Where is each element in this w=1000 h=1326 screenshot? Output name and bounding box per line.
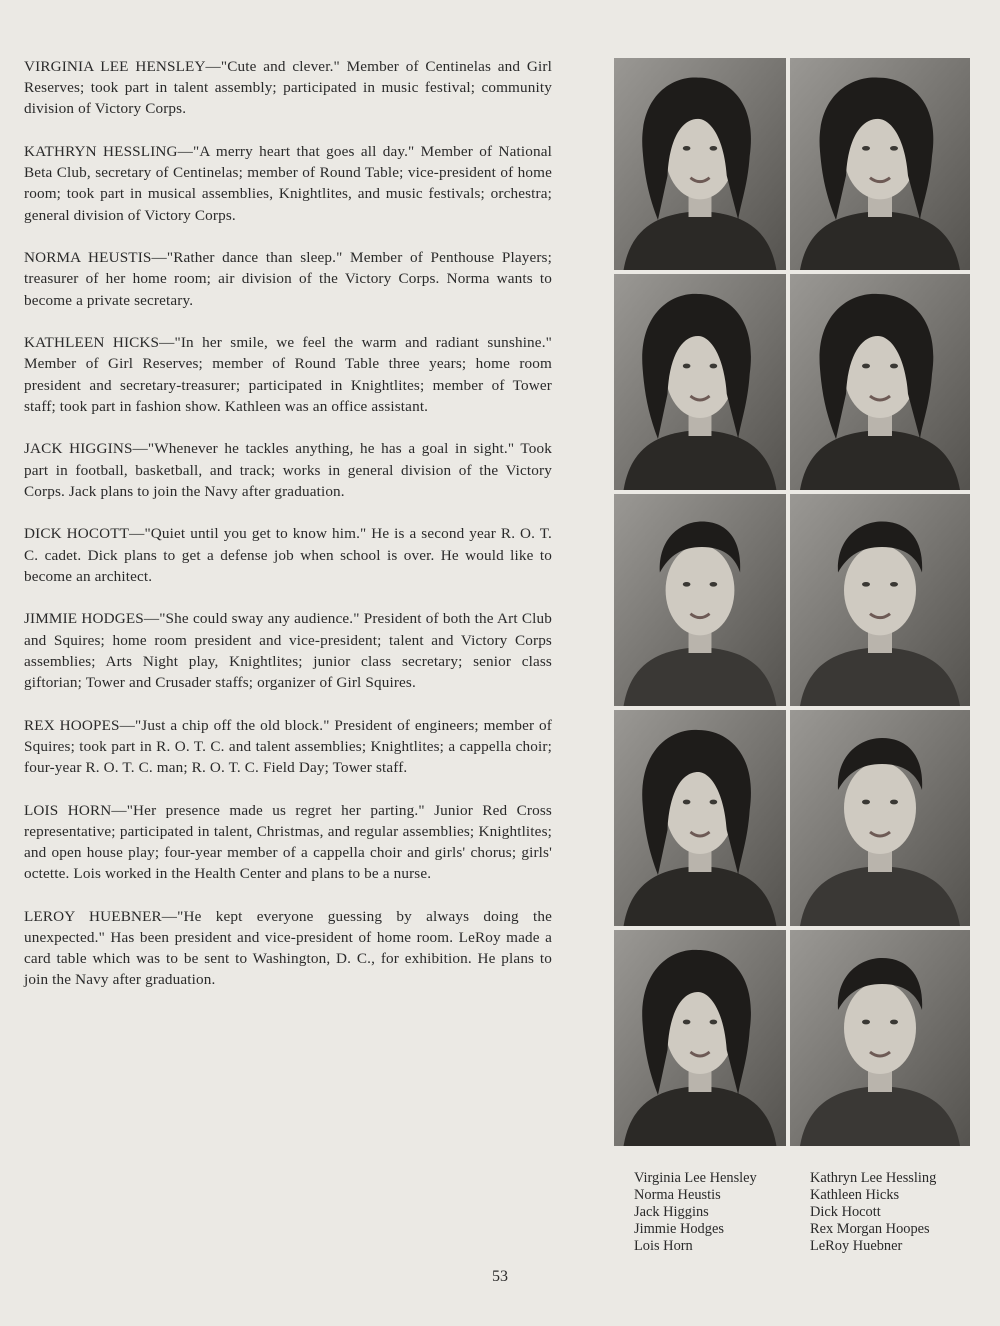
- caption-name: Dick Hocott: [810, 1204, 881, 1220]
- caption-column-right: [810, 1170, 936, 1255]
- bio-hodges: JIMMIE HODGES—"She could sway any audience." President of both the Art Club and Squires; home room president and vice-president; talent and Victory Corps assemblies; Arts Night play, Knightlites; junior class secretary; senior class giftorian; Tower and Crusader staffs; organizer of Girl Squires.: [24, 610, 552, 692]
- caption-name: Lois Horn: [634, 1238, 693, 1254]
- bio-hocott: DICK HOCOTT—"Quiet until you get to know him." He is a second year R. O. T. C. cadet. Dick plans to get a defense job when school is over. He would like to become an architect.: [24, 525, 552, 585]
- portrait-photo: [790, 494, 970, 706]
- caption-name: Jack Higgins: [634, 1204, 709, 1220]
- caption-column-left: [634, 1170, 757, 1255]
- portrait-photo: [614, 930, 786, 1146]
- caption-name: Virginia Lee Hensley: [634, 1170, 757, 1186]
- bio-column: [24, 56, 552, 1012]
- portrait-photo: [790, 274, 970, 490]
- caption-name: Jimmie Hodges: [634, 1221, 724, 1237]
- portrait-grid: [614, 58, 970, 1148]
- caption-name: Norma Heustis: [634, 1187, 721, 1203]
- bio-hensley: VIRGINIA LEE HENSLEY—"Cute and clever." Member of Centinelas and Girl Reserves; took part in talent assembly; participated in music festival; community division of Victory Corps.: [24, 58, 552, 118]
- caption-name: Kathryn Lee Hessling: [810, 1170, 937, 1186]
- portrait-photo: [614, 58, 786, 270]
- portrait-photo: [790, 710, 970, 926]
- bio-hessling: KATHRYN HESSLING—"A merry heart that goes all day." Member of National Beta Club, secretary of Centinelas; member of Round Table; vice-president of home room; took part in musical assemblies, Knightlites, and music festivals; orchestra; general division of Victory Corps.: [24, 143, 552, 224]
- portrait-photo: [614, 710, 786, 926]
- portrait-photo: [790, 930, 970, 1146]
- bio-hoopes: REX HOOPES—"Just a chip off the old block." President of engineers; member of Squires; took part in R. O. T. C. and talent assemblies; Knightlites; a cappella choir; four-year R. O. T. C. man; R. O. T. C. Field Day; Tower staff.: [24, 716, 552, 777]
- bio-heustis: NORMA HEUSTIS—"Rather dance than sleep." Member of Penthouse Players; treasurer of her home room; air division of the Victory Corps. Norma wants to become a private secretary.: [24, 249, 552, 309]
- bio-huebner: LEROY HUEBNER—"He kept everyone guessing by always doing the unexpected." Has been president and vice-president of home room. LeRoy made a card table which was to be sent to Washington, D. C., for exhibition. He plans to join the Navy after graduation.: [24, 907, 552, 989]
- caption-name: Kathleen Hicks: [810, 1187, 900, 1203]
- bio-higgins: JACK HIGGINS—"Whenever he tackles anything, he has a goal in sight." Took part in football, basketball, and track; works in general division of the Victory Corps. Jack plans to join the Navy after graduation.: [24, 440, 552, 500]
- bio-hicks: KATHLEEN HICKS—"In her smile, we feel the warm and radiant sunshine." Member of Girl Reserves; member of Round Table three years; home room president and secretary-treasurer; participated in Knightlites; member of Tower staff; took part in fashion show. Kathleen was an office assistant.: [24, 334, 552, 415]
- page-number: 53: [492, 1268, 508, 1285]
- portrait-photo: [614, 274, 786, 490]
- portrait-photo: [614, 494, 786, 706]
- caption-name: Rex Morgan Hoopes: [810, 1221, 930, 1237]
- bio-horn: LOIS HORN—"Her presence made us regret her parting." Junior Red Cross representative; participated in talent, Christmas, and regular assemblies; Knightlites; and open house play; four-year member of a cappella choir and girls' chorus; girls' octette. Lois worked in the Health Center and plans to be a nurse.: [24, 801, 552, 883]
- portrait-photo: [790, 58, 970, 270]
- caption-name: LeRoy Huebner: [810, 1238, 903, 1254]
